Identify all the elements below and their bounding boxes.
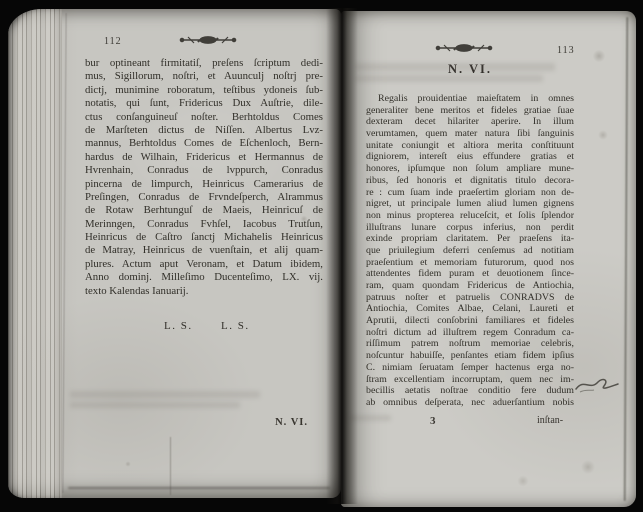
text-line: Merinngen, Conradus Fvhſel, Iacobus Trutſun, xyxy=(85,217,323,230)
text-line: illuſtrans lunare corpus inferius, non perdit xyxy=(366,221,574,233)
text-line: que priuilegium deferri cenſemus ad notitiam xyxy=(366,244,574,256)
signature-mark: 3 xyxy=(430,415,436,427)
right-page-catchword: inſtan- xyxy=(537,415,564,426)
right-page xyxy=(341,11,636,507)
paper-crease xyxy=(62,13,66,493)
paper-crease xyxy=(68,487,330,489)
text-line: Anno dominj. Milleſimo Ducenteſimo, LX. vij. xyxy=(85,271,323,284)
text-line: pincerna de limpurch, Heinricus Camerarius de xyxy=(85,177,323,190)
text-line: Regalis prouidentiae maieſtatem in omnes xyxy=(378,93,574,104)
page-number: 113 xyxy=(557,45,575,56)
text-line: re : cum ſuam inde praeſertim gloriam non de- xyxy=(366,186,574,198)
text-line: mannus, Berhtoldus Comes de Eſchenloch, Bern- xyxy=(85,137,323,150)
text-line: mus, Sigillorum, noſtri, et Auunculj noſtrj pre- xyxy=(85,70,323,83)
text-line: bur optineant firmitatiſ, preſens ſcriptum dedi- xyxy=(85,57,323,69)
text-line: plures. Actum aput Veronam, et Datum ibidem, xyxy=(85,257,323,270)
text-line: de Rotaw Berhtunguſ de Maeis, Heinricuſ de xyxy=(85,204,323,217)
text-line: riſſimum patrem noſtrum memoriae celebris, xyxy=(366,338,574,350)
text-line: C. nimiam ſeruatam ſemper hactenus erga no- xyxy=(366,361,574,373)
left-page-body xyxy=(85,57,323,285)
seal-mark: L. S. xyxy=(221,320,250,332)
text-line: exinde propriam claritatem. Per praeſens ita- xyxy=(366,233,574,245)
seal-mark: L. S. xyxy=(164,320,193,332)
text-line: de Marſteten dictus de Niſſen. Albertus Lvz- xyxy=(85,123,323,136)
text-line: verumtamen, quem mater natura ſibi ſanguinis xyxy=(366,128,574,140)
text-line: ribus, ſed honoris et dignitatis titulo decora- xyxy=(366,174,574,186)
text-line: non minus propterea reluceſcit, et ſolis ſplendor xyxy=(366,209,574,221)
text-line: Hvrenhain, Conradus de lvppurch, Conradus xyxy=(85,164,323,177)
show-through-ghost-text xyxy=(70,402,240,408)
book-gutter-shadow xyxy=(326,8,358,504)
text-line: patruus noſter et patruelis CONRADVS de xyxy=(366,291,574,303)
text-line: digniorem, intereſt eius effundere gratias et xyxy=(366,151,574,163)
page-number: 112 xyxy=(104,36,122,47)
text-line: ctus conſanguineuſ noſter. Berhtoldus Comes xyxy=(85,110,323,123)
text-line: ram, quam quondam Fridericus de Antiochia, xyxy=(366,280,574,291)
text-line: noſcuntur habuiſſe, penſantes etiam fidem ipſius xyxy=(366,350,574,362)
left-page xyxy=(8,9,341,498)
text-line: dexteram decet hilariter aperire. In illum xyxy=(366,116,574,128)
text-line: ſtram excellentiam incorruptam, quem nec im- xyxy=(366,373,574,385)
text-line: ab omnibus deſperata, nec aduerſantium nobis xyxy=(366,396,574,408)
show-through-ghost-text xyxy=(70,391,260,398)
text-line: hardus de Wilhain, Fridericus et Hermannus de xyxy=(85,150,323,163)
text-line: becillis aetatis noſtrae conditio fere dudum xyxy=(366,385,574,397)
show-through-ghost-text xyxy=(355,75,543,82)
text-line: Preſingen, Conradus de Frvndeſperch, Alrammus xyxy=(85,190,323,203)
right-page-body xyxy=(366,93,574,409)
text-line: de Matray, Heinricus de vuenſtain, et alij quam- xyxy=(85,244,323,257)
show-through-ghost-text xyxy=(355,63,555,71)
left-page-last-line: texto Kalendas Ianuarij. xyxy=(85,285,189,297)
text-line: Heinricus de Caſtro ſanctj Michahelis Heinricus xyxy=(85,231,323,244)
section-heading: N. VI. xyxy=(447,62,493,76)
text-line: noſtri dictum ad illuſtrem regem Conradum ca- xyxy=(366,326,574,338)
text-line: notatis, qui ſunt, Fridericus Dux Auſtrie, dile- xyxy=(85,97,323,110)
text-line: nigret, ut principale lumen aliud lumen gignens xyxy=(366,198,574,210)
text-line: dictj, munimine roboratum, teſtibus ydoneis ſub- xyxy=(85,83,323,96)
header-ornament-icon xyxy=(179,33,237,52)
left-page-catchword: N. VI. xyxy=(275,417,308,428)
text-line: attendentes fidem puram et deuotionem ſince- xyxy=(366,268,574,280)
page-stack-fore-edge xyxy=(8,9,62,498)
text-line: praeſentium et memoriam futurorum, quod nos xyxy=(366,256,574,268)
text-line: unitate coniungit et altiora merita conſtituunt xyxy=(366,139,574,151)
text-line: generaliter bene meritos et fideles gratiae ſuae xyxy=(366,104,574,116)
text-line: Aprutii, dilecti conſobrini familiares et fideles xyxy=(366,315,574,327)
text-line: honores, ipſumque non ſolum ampliare mune- xyxy=(366,163,574,175)
header-ornament-icon xyxy=(435,41,493,60)
ink-flourish-icon xyxy=(574,374,620,396)
page-edge-crease xyxy=(624,17,629,501)
text-line: Antiochia, Comites Albae, Celani, Laureti et xyxy=(366,303,574,315)
